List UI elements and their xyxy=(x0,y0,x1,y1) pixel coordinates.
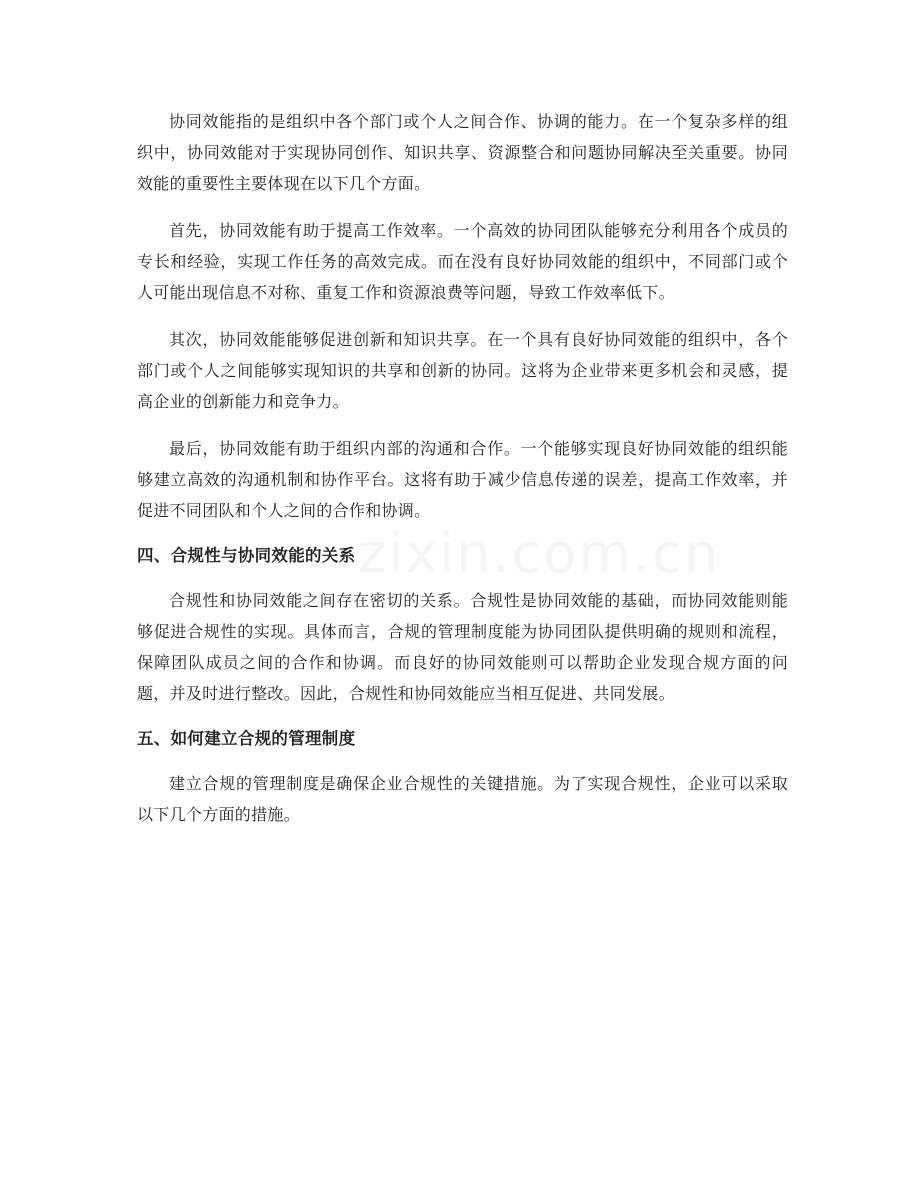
paragraph-second: 其次，协同效能能够促进创新和知识共享。在一个具有良好协同效能的组织中，各个部门或个人之间能够实现知识的共享和创新的协同。这将为企业带来更多机会和灵感，提高企业的创新能力和竞争力。 xyxy=(137,330,788,411)
watermark: zixin.com.cn xyxy=(358,522,721,585)
paragraph-last: 最后，协同效能有助于组织内部的沟通和合作。一个能够实现良好协同效能的组织能够建立高效的沟通机制和协作平台。这将有助于减少信息传递的误差，提高工作效率，并促进不同团队和个人之间的合作和协调。 xyxy=(137,439,788,520)
section-4-heading: 四、合规性与协同效能的关系 xyxy=(137,546,356,565)
section-5-paragraph: 建立合规的管理制度是确保企业合规性的关键措施。为了实现合规性，企业可以采取以下几个方面的措施。 xyxy=(137,774,788,824)
section-5-heading: 五、如何建立合规的管理制度 xyxy=(137,729,356,748)
paragraph-first: 首先，协同效能有助于提高工作效率。一个高效的协同团队能够充分利用各个成员的专长和经验，实现工作任务的高效完成。而在没有良好协同效能的组织中，不同部门或个人可能出现信息不对称、重复工作和资源浪费等问题，导致工作效率低下。 xyxy=(137,221,788,302)
section-4-paragraph: 合规性和协同效能之间存在密切的关系。合规性是协同效能的基础，而协同效能则能够促进合规性的实现。具体而言，合规的管理制度能为协同团队提供明确的规则和流程，保障团队成员之间的合作和协调。而良好的协同效能则可以帮助企业发现合规方面的问题，并及时进行整改。因此，合规性和协同效能应当相互促进、共同发展。 xyxy=(137,591,788,703)
paragraph-intro: 协同效能指的是组织中各个部门或个人之间合作、协调的能力。在一个复杂多样的组织中，协同效能对于实现协同创作、知识共享、资源整合和问题协同解决至关重要。协同效能的重要性主要体现在以下几个方面。 xyxy=(137,112,788,193)
